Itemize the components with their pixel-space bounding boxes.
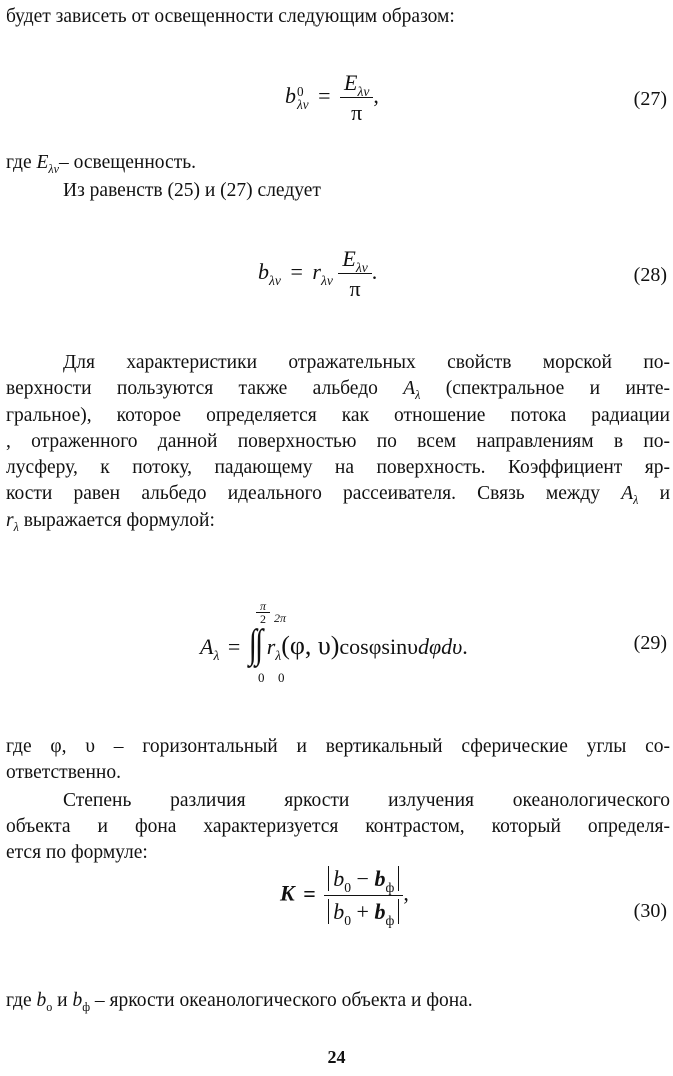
eq29-int1-lower: 0 <box>258 670 265 685</box>
eq28-den: π <box>349 276 361 301</box>
eq29-int1-upper-den: 2 <box>256 612 270 625</box>
albedo-line-2-a: верхности пользуются также альбедо <box>6 378 404 399</box>
albedo-line-6 <box>6 481 670 508</box>
eq27-lhs-sup: 0 <box>297 83 304 99</box>
eq29-args: (φ, υ) <box>281 631 340 660</box>
top-line-text: будет зависеть от освещенности следующим образом: <box>6 6 455 27</box>
eq29-integrand-sub: λ <box>275 648 282 664</box>
eq27-fraction <box>340 70 373 126</box>
eq29-lhs: A <box>200 634 214 659</box>
eq30-num-b: b <box>374 866 386 891</box>
contrast-line-3: ется по формуле: <box>6 842 148 863</box>
eq30-den-b-sub: ф <box>385 913 395 929</box>
eq30-equals: = <box>303 880 316 906</box>
albedo-symbol-a: A <box>403 378 416 399</box>
note27-sub: λν <box>48 162 59 177</box>
note27-rest: – освещенность. <box>59 152 196 173</box>
eq28-trail: . <box>371 259 378 285</box>
eq30-den-a: b <box>333 899 345 924</box>
equation-number-30: (30) <box>633 900 667 922</box>
note27-prefix: где <box>6 152 37 173</box>
eq30-den-b: b <box>374 899 386 924</box>
eq30-num-a: b <box>333 866 345 891</box>
equation-28 <box>258 246 377 302</box>
eq29-integrand: r <box>266 634 276 659</box>
derive-line-text: Из равенств (25) и (27) следует <box>63 180 321 201</box>
albedo-line-7 <box>6 508 670 535</box>
eq28-equals: = <box>290 259 303 285</box>
eq29-main-row <box>200 622 468 667</box>
albedo-line-7-rest: выражается формулой: <box>18 510 215 531</box>
eq29-int2-upper: 2π <box>274 611 287 625</box>
note27-symbol: E <box>36 152 49 173</box>
albedo-line-3: гральное), которое определяется как отношение потока радиации <box>6 405 670 426</box>
eq27-num: E <box>344 70 358 95</box>
albedo-line-6-b: и <box>638 483 671 504</box>
eq30-fraction <box>324 866 403 929</box>
albedo-line-7-sub: λ <box>13 520 19 535</box>
note30-sub2: ф <box>82 1000 91 1015</box>
eq30-lhs: K <box>280 880 295 906</box>
eq27-num-sub: λν <box>357 84 370 100</box>
angles-line-1: где φ, υ – горизонтальный и вертикальный сферические углы со- <box>6 736 670 757</box>
eq28-factor: r <box>312 259 321 285</box>
eq30-den-a-sub: 0 <box>344 913 352 929</box>
note-30 <box>6 988 670 1015</box>
eq29-int1-upper-num: π <box>259 599 266 613</box>
eq29-equals: = <box>227 634 241 659</box>
angles-line-2: ответственно. <box>6 762 121 783</box>
eq28-lhs-sub: λν <box>269 273 281 289</box>
eq29-int2-lower: 0 <box>278 670 285 685</box>
note30-prefix: где <box>6 990 37 1011</box>
eq29-integrand-rest: cosφsinυ <box>339 634 418 659</box>
albedo-line-4: , отраженного данной поверхностью по всем направлениям в по- <box>6 431 670 452</box>
paragraph-albedo <box>6 350 670 535</box>
albedo-line-6-sub: λ <box>633 493 639 508</box>
note30-rest: – яркости океанологического объекта и фона. <box>90 990 473 1011</box>
eq30-den-op: + <box>351 899 375 924</box>
eq30-num-op: − <box>351 866 375 891</box>
equation-number-29: (29) <box>633 632 667 654</box>
equation-30 <box>280 866 409 929</box>
albedo-line-6-a: кости равен альбедо идеального рассеивателя. Связь между <box>6 483 622 504</box>
eq27-trail: , <box>373 83 379 109</box>
eq29-integral-2: ∫ <box>255 622 264 667</box>
albedo-line-1: Для характеристики отражательных свойств морской по- <box>63 352 670 373</box>
equation-27 <box>285 70 379 126</box>
eq29-differentials: dφdυ <box>417 634 463 659</box>
eq30-trail: , <box>403 880 409 906</box>
contrast-line-1: Степень различия яркости излучения океанологического <box>63 790 670 811</box>
eq29-integral-1: ∫ <box>248 622 257 667</box>
eq30-num-b-sub: ф <box>385 880 395 896</box>
eq28-num-sub: λν <box>355 260 368 276</box>
eq27-equals: = <box>318 83 331 109</box>
note30-sym2: b <box>72 990 83 1011</box>
eq27-den: π <box>351 100 363 125</box>
text-line-top <box>6 4 670 30</box>
albedo-line-2 <box>6 376 670 403</box>
eq28-fraction <box>338 246 371 302</box>
note30-mid: и <box>52 990 73 1011</box>
note-27 <box>6 150 670 177</box>
eq29-trail: . <box>462 634 468 659</box>
contrast-line-2: объекта и фона характеризуется контрастом, который определя- <box>6 816 670 837</box>
paragraph-contrast <box>6 788 670 866</box>
note30-sub1: о <box>46 1000 53 1015</box>
eq27-lhs: b <box>285 83 296 109</box>
albedo-symbol-a-sub: λ <box>415 388 421 403</box>
eq28-num: E <box>342 246 356 271</box>
paragraph-angles <box>6 734 670 786</box>
eq27-lhs-sub: λν <box>297 97 309 112</box>
eq28-lhs: b <box>258 259 269 285</box>
albedo-line-5: лусферу, к потоку, падающему на поверхность. Коэффициент яр- <box>6 457 670 478</box>
albedo-line-2-b: (спектральное и инте- <box>420 378 670 399</box>
page-number: 24 <box>327 1047 346 1067</box>
derive-line <box>6 178 670 204</box>
eq30-num-a-sub: 0 <box>344 880 352 896</box>
albedo-line-7-symbol: r <box>6 510 14 531</box>
equation-number-28: (28) <box>633 264 667 286</box>
note30-sym1: b <box>36 990 47 1011</box>
albedo-line-6-symbol: A <box>621 483 634 504</box>
eq28-factor-sub: λν <box>320 273 333 289</box>
eq29-lhs-sub: λ <box>213 648 220 664</box>
equation-29 <box>200 600 560 690</box>
equation-number-27: (27) <box>633 88 667 110</box>
